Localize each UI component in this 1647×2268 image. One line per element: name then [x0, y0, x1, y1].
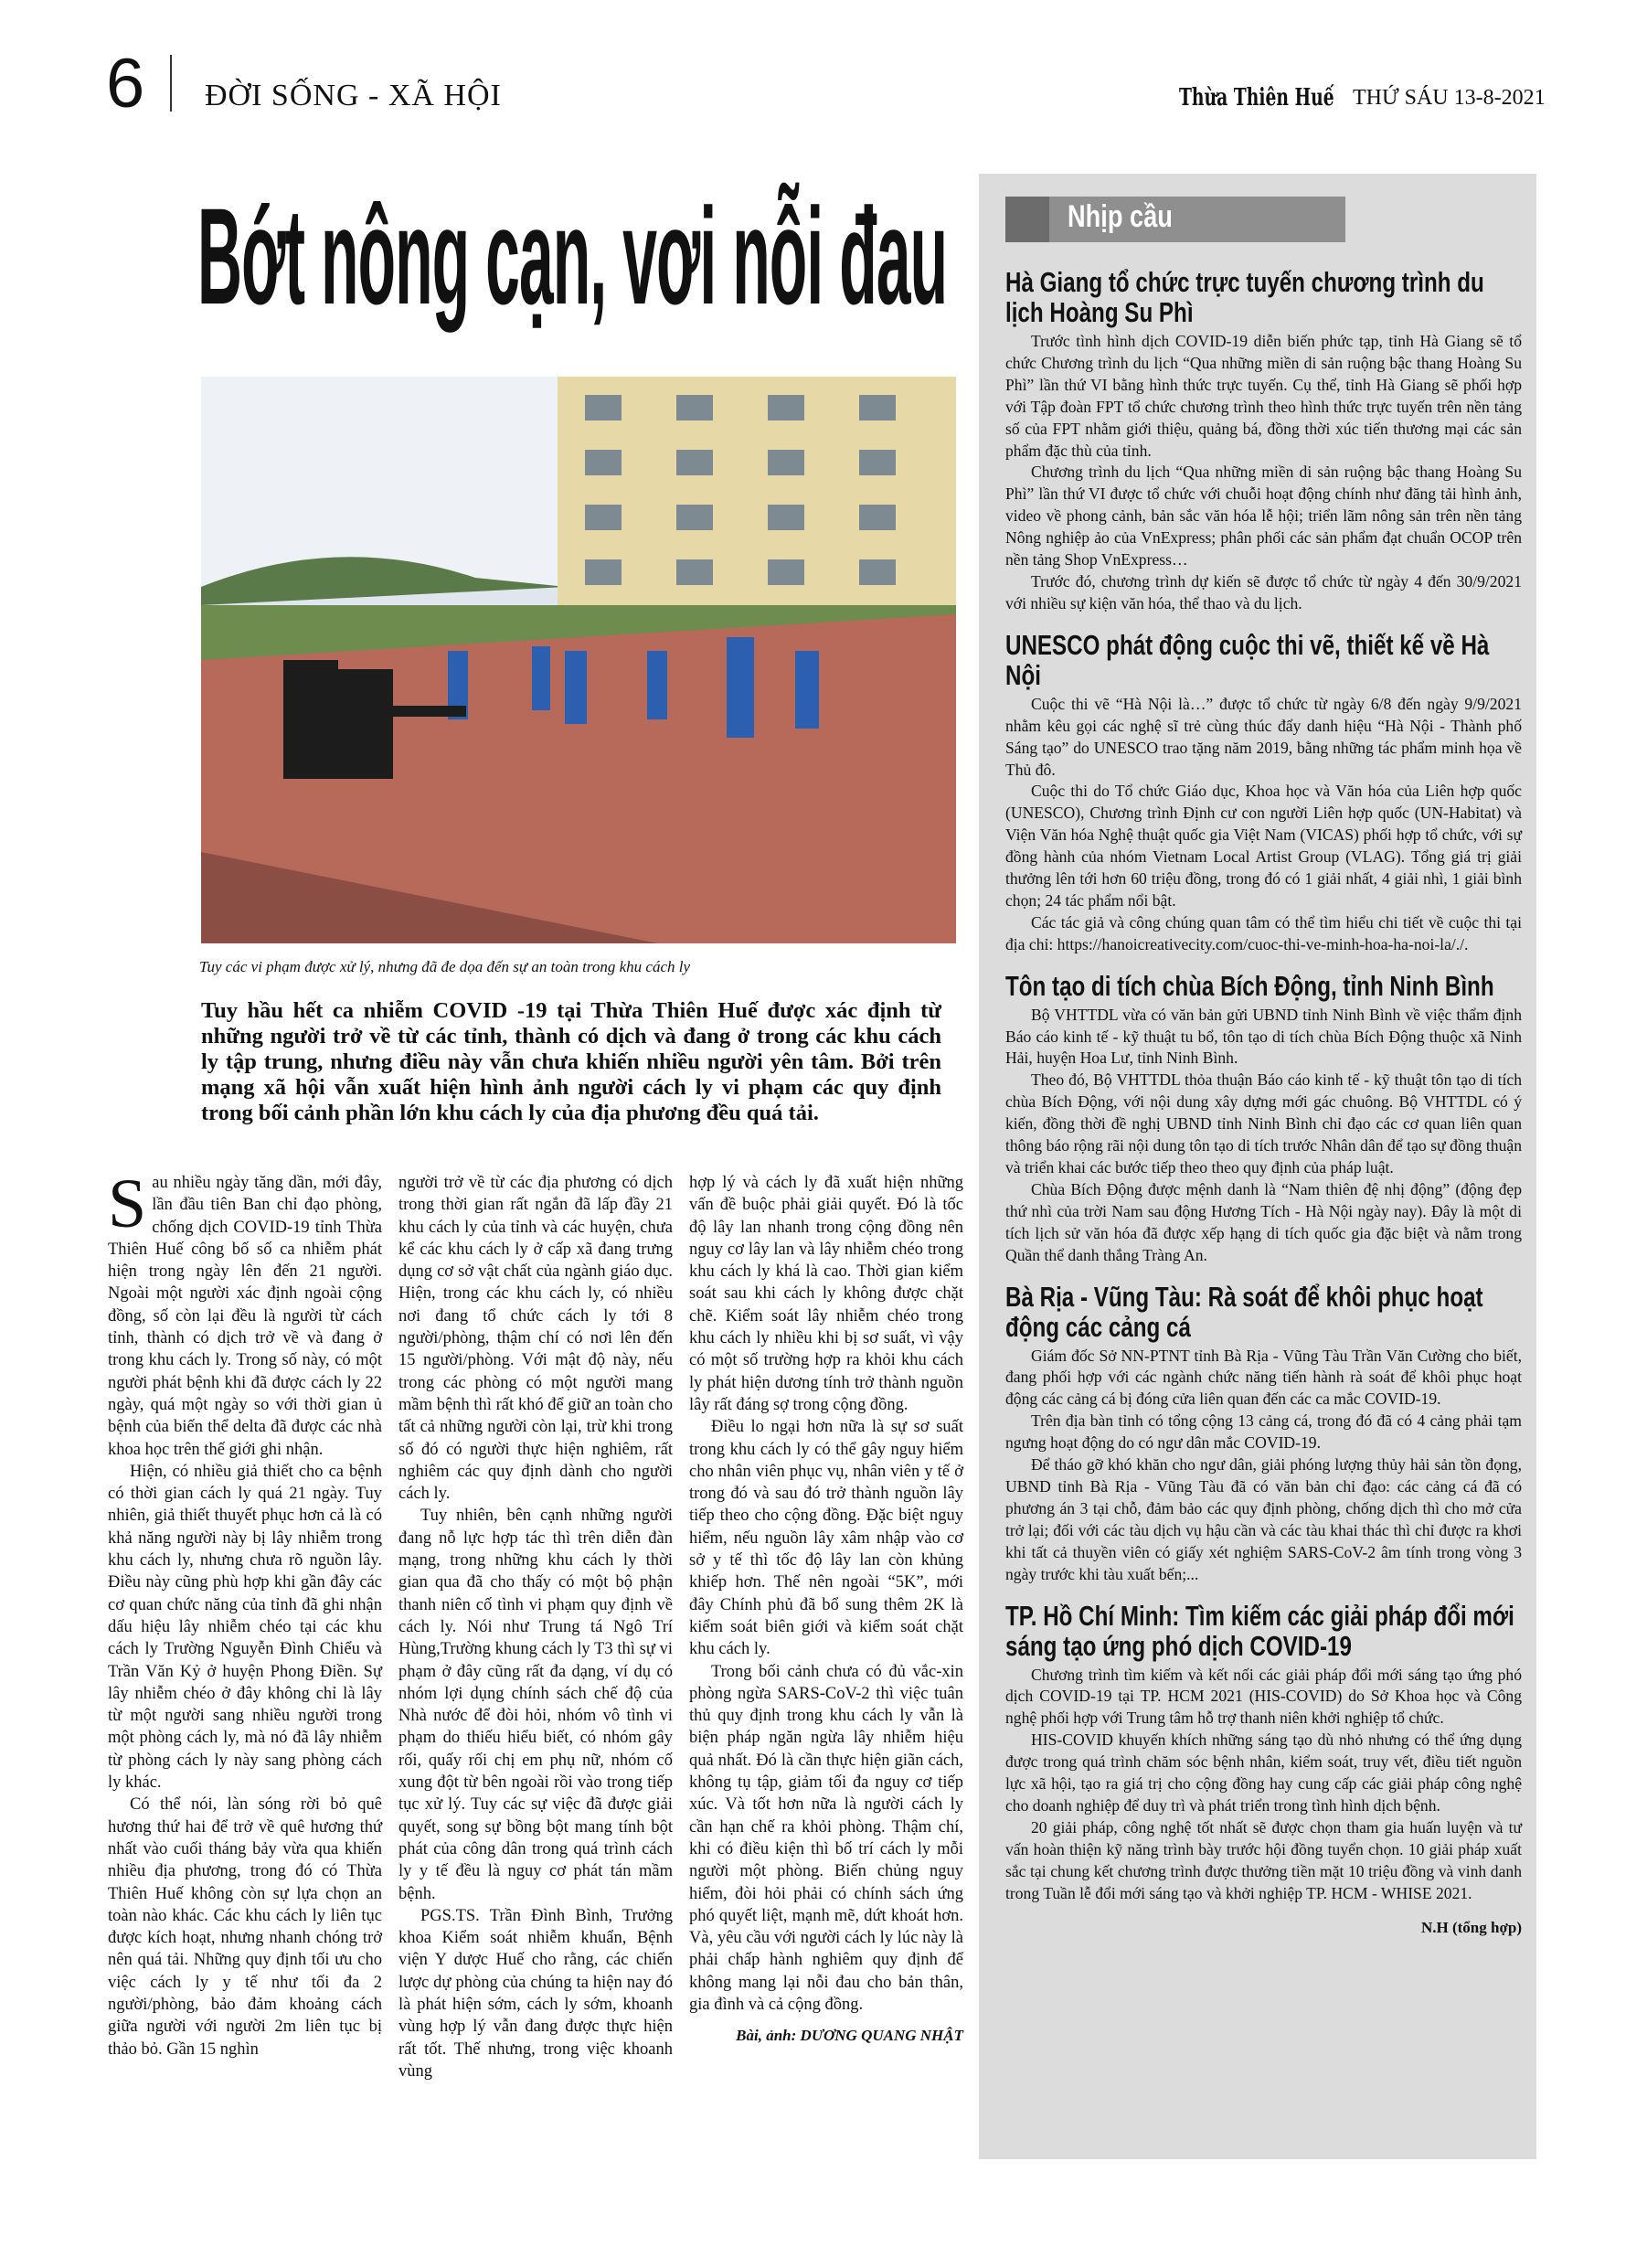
paragraph: Điều lo ngại hơn nữa là sự sơ suất trong khu cách ly có thể gây nguy hiểm cho nhân viên phục vụ, nhân viên y tế ở trong đó và sau đó trở thành nguồn lây tiếp theo cho cộng đồng. Đặc biệt nguy hiểm, nếu nguồn lây xâm nhập vào cơ sở y tế thì tốc độ lây lan còn khủng khiếp hơn. Thế nên ngoài “5K”, mới đây Chính phủ đã bổ sung thêm 2K là kiểm soát biên giới và kiểm soát chặt khu cách ly.	[689, 1418, 963, 1659]
paragraph: Cuộc thi do Tổ chức Giáo dục, Khoa học và Văn hóa của Liên hợp quốc (UNESCO), Chương trình Định cư con người Liên hợp quốc (UN-Habitat) và Viện Văn hóa Nghệ thuật quốc gia Việt Nam (VICAS) phối hợp tổ chức, với sự đồng hành của nhóm Vietnam Local Artist Group (VLAG). Tổng giá trị giải thưởng lên tới hơn 60 triệu đồng, trong đó có 1 giải nhất, 4 giải nhì, 1 giải bình chọn; 24 tác phẩm nổi bật.	[1005, 782, 1522, 910]
sidebar-news-item	[1005, 630, 1522, 956]
news-title: Bà Rịa - Vũng Tàu: Rà soát để khôi phục hoạt động các cảng cá	[1005, 1280, 1483, 1343]
page-number: 6	[106, 45, 145, 122]
news-title: TP. Hồ Chí Minh: Tìm kiếm các giải pháp đổi mới sáng tạo ứng phó dịch COVID-19	[1005, 1599, 1514, 1662]
sidebar-news-item	[1005, 267, 1522, 615]
drop-cap: S	[108, 1166, 147, 1242]
paragraph: Để tháo gỡ khó khăn cho ngư dân, giải phóng lượng thủy hải sản tồn đọng, UBND tỉnh Bà Rịa - Vũng Tàu đã có văn bản chỉ đạo: các cảng cá đã có phương án 3 tại chỗ, đảm bảo các quy định phòng, chống dịch thì cho mở cửa trở lại; đối với các tàu dịch vụ hậu cần và các tàu khai thác thì chỉ được ra khơi khi tất cả thuyền viên có giấy xét nghiệm SARS-CoV-2 âm tính trong vòng 3 ngày trước khi tàu xuất bến;...	[1005, 1455, 1522, 1583]
photo-caption: Tuy các vi phạm được xử lý, nhưng đã đe dọa đến sự an toàn trong khu cách ly	[199, 958, 691, 975]
paragraph: Trước tình hình dịch COVID-19 diễn biến phức tạp, tỉnh Hà Giang sẽ tổ chức Chương trình du lịch “Qua những miền di sản ruộng bậc thang Hoàng Su Phì” lần thứ VI bằng hình thức trực tuyến. Cụ thể, tỉnh Hà Giang sẽ phối hợp với Tập đoàn FPT tổ chức chương trình theo hình thức trực tuyến trên nền tảng số của FPT nhằm giới thiệu, quảng bá, đồng thời xúc tiến thương mại các sản phẩm đặc thù của tỉnh.	[1005, 332, 1522, 460]
news-title: Hà Giang tổ chức trực tuyến chương trình du lịch Hoàng Su Phì	[1005, 266, 1484, 328]
sidebar-items	[1005, 267, 1522, 1937]
article-column-1	[108, 1166, 382, 2060]
paragraph: Cuộc thi vẽ “Hà Nội là…” được tổ chức từ ngày 6/8 đến ngày 9/9/2021 nhằm kêu gọi các nghệ sĩ trẻ cùng thúc đẩy danh hiệu “Hà Nội - Thành phố Sáng tạo” do UNESCO trao tặng năm 2019, bằng những tác phẩm minh họa về Thủ đô.	[1005, 694, 1522, 779]
paper-name: Thừa Thiên Huế	[1179, 84, 1334, 112]
paragraph: Hiện, có nhiều giả thiết cho ca bệnh có thời gian cách ly quá 21 ngày. Tuy nhiên, giả thiết thuyết phục hơn cả là có khả năng người này bị lây nhiễm trong khu cách ly, nhưng chưa rõ nguồn lây. Điều này cũng phù hợp khi gần đây các cơ quan chức năng của tỉnh đã ghi nhận dấu hiệu lây nhiễm chéo tại các khu cách ly Trường Nguyễn Đình Chiểu và Trần Văn Kỷ ở huyện Phong Điền. Sự lây nhiễm chéo ở đây không chỉ là lây từ một người sang nhiều người trong một phòng cách ly, mà nó đã lây nhiễm từ phòng cách ly này sang phòng cách ly khác.	[108, 1462, 382, 1793]
paragraph: Chương trình tìm kiếm và kết nối các giải pháp đổi mới sáng tạo ứng phó dịch COVID-19 tại TP. HCM 2021 (HIS-COVID) do Sở Khoa học và Công nghệ phối hợp với Trung tâm hỗ trợ thanh niên khởi nghiệp tổ chức.	[1005, 1665, 1522, 1728]
article-column-3	[689, 1172, 963, 2048]
paragraph: Chương trình du lịch “Qua những miền di sản ruộng bậc thang Hoàng Su Phì” lần thứ VI được tổ chức với chuỗi hoạt động chính như đăng tải hình ảnh, video về phong cảnh, bản sắc văn hóa lễ hội; triển lãm nông sản trên nền tảng Nông nghiệp ảo của VnExpress; phân phối các sản phẩm đạt chuẩn OCOP trên nền tảng Shop VnExpress…	[1005, 463, 1522, 570]
article-column-2	[398, 1172, 673, 2082]
paragraph: người trở về từ các địa phương có dịch trong thời gian rất ngắn đã lấp đầy 21 khu cách ly của tỉnh và các huyện, chưa kể các khu cách ly ở cấp xã đang trưng dụng cơ sở vật chất của ngành giáo dục. Hiện, trong các khu cách ly, có nhiều nơi đang tổ chức cách ly tới 8 người/phòng, thậm chí có nơi lên đến 15 người/phòng. Với mật độ này, nếu trong các phòng có một người mang mầm bệnh thì rất khó để giữ an toàn cho tất cả những người còn lại, trừ khi trong số đó có người thực hiện nghiêm, rất nghiêm các quy định dành cho người cách ly.	[398, 1174, 673, 1504]
sidebar-signature: N.H (tổng hợp)	[1420, 1919, 1522, 1937]
sidebar-label-accent	[1005, 197, 1049, 242]
sidebar-news-item	[1005, 1282, 1522, 1586]
news-title: Tôn tạo di tích chùa Bích Động, tỉnh Ninh Bình	[1005, 969, 1494, 1002]
sidebar-news-item	[1005, 1601, 1522, 1905]
paragraph: Trên địa bàn tỉnh có tổng cộng 13 cảng cá, trong đó đã có 4 cảng phải tạm ngưng hoạt động do có ngư dân mắc COVID-19.	[1005, 1411, 1522, 1453]
paragraph: Tuy nhiên, bên cạnh những người đang nỗ lực hợp tác thì trên diễn đàn mạng, trong những khu cách ly thời gian qua đã cho thấy có một bộ phận thanh niên cố tình vi phạm quy định về cách ly. Nói như Trung tá Ngô Trí Hùng,Trường khung cách ly T3 thì sự vi phạm ở đây cũng rất đa dạng, ví dụ có nhóm lợi dụng chính sách chế độ của Nhà nước để đòi hỏi, nhóm vô tình vi phạm do thiếu hiểu biết, có nhóm gây rối, quấy rối chị em phụ nữ, nhóm cố xung đột từ bên ngoài rồi vào trong tiếp tục xử lý. Tuy các sự việc đã được giải quyết, song sự bồng bột mang tính bột phát của công dân trong quá trình cách ly y tế đều là nguy cơ phát tán mầm bệnh.	[398, 1507, 673, 1903]
news-title: UNESCO phát động cuộc thi vẽ, thiết kế về Hà Nội	[1005, 628, 1490, 691]
paragraph: Trong bối cảnh chưa có đủ vắc-xin phòng ngừa SARS-CoV-2 thì việc tuân thủ quy định trong khu cách ly vẫn là biện pháp ngăn ngừa lây nhiễm hiệu quả nhất. Đó là cần thực hiện giãn cách, không tụ tập, giảm tối đa nguy cơ tiếp xúc. Và tốt hơn nữa là người cách ly cần hạn chế ra khỏi phòng. Thậm chí, khi có điều kiện thì bố trí cách ly mỗi người một phòng. Biến chủng nguy hiểm, đòi hỏi phải có chính sách ứng phó quyết liệt, mạnh mẽ, dứt khoát hơn. Và, yêu cầu với người cách ly lúc này là phải chấp hành nghiêm quy định để không mang lại nỗi đau cho bản thân, gia đình và cả cộng đồng.	[689, 1662, 963, 2014]
paragraph: HIS-COVID khuyến khích những sáng tạo dù nhỏ nhưng có thể ứng dụng được trong quá trình chăm sóc bệnh nhân, kiểm soát, truy vết, điều tiết nguồn lực xã hội, tạo ra giá trị cho cộng đồng hay cung cấp các giải pháp công nghệ cho doanh nghiệp để duy trì và phát triển trong tình hình dịch bệnh.	[1005, 1730, 1522, 1815]
paragraph: Trước đó, chương trình dự kiến sẽ được tổ chức từ ngày 4 đến 30/9/2021 với nhiều sự kiện văn hóa, thể thao và du lịch.	[1005, 571, 1522, 612]
sidebar-label: Nhịp cầu	[1068, 199, 1173, 234]
paragraph: Bộ VHTTDL vừa có văn bản gửi UBND tỉnh Ninh Bình về việc thẩm định Báo cáo kinh tế - kỹ thuật tu bổ, tôn tạo di tích chùa Bích Động thuộc xã Ninh Hải, huyện Hoa Lư, tỉnh Ninh Bình.	[1005, 1005, 1522, 1068]
paragraph: Giám đốc Sở NN-PTNT tỉnh Bà Rịa - Vũng Tàu Trần Văn Cường cho biết, đang phối hợp với các ngành chức năng tiến hành rà soát để khôi phục hoạt động các cảng cá bị đóng cửa liên quan đến các ca mắc COVID-19.	[1005, 1346, 1522, 1409]
sidebar-label-box	[1005, 197, 1345, 242]
header-divider	[170, 55, 172, 112]
paragraph: 20 giải pháp, công nghệ tốt nhất sẽ được chọn tham gia huấn luyện và tư vấn hoàn thiện kỹ năng trình bày trước hội đồng tuyển chọn. 10 giải pháp xuất sắc tại chung kết chương trình được thưởng tiền mặt 10 triệu đồng và vinh danh trong Tuần lễ đổi mới sáng tạo và khởi nghiệp TP. HCM - WHISE 2021.	[1005, 1817, 1522, 1902]
paragraph: Chùa Bích Động được mệnh danh là “Nam thiên đệ nhị động” (động đẹp thứ nhì của trời Nam sau động Hương Tích - Hà Nội ngày nay). Đây là một di tích lịch sử văn hóa đã được xếp hạng di tích quốc gia đặc biệt và nằm trong Quần thể danh thắng Tràng An.	[1005, 1179, 1522, 1264]
paragraph: Theo đó, Bộ VHTTDL thỏa thuận Báo cáo kinh tế - kỹ thuật tôn tạo di tích chùa Bích Động, với nội dung xây dựng mới gác chuông. Bộ VHTTDL có ý kiến, đồng thời đề nghị UBND tỉnh Ninh Bình chỉ đạo các cơ quan liên quan thông báo rộng rãi nội dung tôn tạo di tích trước Nhân dân để tạo sự đồng thuận và triển khai các bước tiếp theo theo quy định của pháp luật.	[1005, 1070, 1522, 1177]
paragraph: hợp lý và cách ly đã xuất hiện những vấn đề buộc phải giải quyết. Đó là tốc độ lây lan nhanh trong cộng đồng nên nguy cơ lây lan và lây nhiễm chéo trong khu cách ly khá là cao. Thời gian kiểm soát sau khi cách ly không được chặt chẽ. Kiểm soát lây nhiễm chéo trong khu cách ly nhiều khi bị sơ suất, vì vậy có một số trường hợp ra khỏi khu cách ly phát hiện dương tính trở thành nguồn lây rất đáng sợ trong cộng đồng.	[689, 1174, 963, 1414]
article-headline: Bớt nông cạn, vơi nỗi đau	[197, 179, 948, 333]
sidebar-news-item	[1005, 971, 1522, 1267]
article-lead: Tuy hầu hết ca nhiễm COVID -19 tại Thừa Thiên Huế được xác định từ những người trở về từ các tỉnh, thành có dịch và đang ở trong các khu cách ly tập trung, nhưng điều này vẫn chưa khiến nhiều người yên tâm. Bởi trên mạng xã hội vẫn xuất hiện hình ảnh người cách ly vi phạm các quy định trong bối cảnh phần lớn khu cách ly của địa phương đều quá tải.	[201, 998, 941, 1125]
paragraph: PGS.TS. Trần Đình Bình, Trưởng khoa Kiểm soát nhiễm khuẩn, Bệnh viện Y dược Huế cho rằng, các chiến lược dự phòng của chúng ta hiện nay đó là phát hiện sớm, cách ly sớm, khoanh vùng hợp lý vẫn đang được thực hiện rất tốt. Thế nhưng, trong việc khoanh vùng	[398, 1906, 673, 2081]
paragraph: Có thể nói, làn sóng rời bỏ quê hương thứ hai để trở về quê hương thứ nhất vào cuối tháng bảy vừa qua khiến nhiều địa phương, trong đó có Thừa Thiên Huế không còn sự lựa chọn an toàn nào khác. Các khu cách ly liên tục được kích hoạt, nhưng nhanh chóng trở nên quá tải. Những quy định tối ưu cho việc cách ly y tế như tối đa 2 người/phòng, bảo đảm khoảng cách giữa người với người 2m liên tục bị thảo bỏ. Gần 15 nghìn	[108, 1795, 382, 2059]
paragraph: au nhiều ngày tăng dần, mới đây, lần đầu tiên Ban chỉ đạo phòng, chống dịch COVID-19 tỉnh Thừa Thiên Huế công bố số ca nhiễm phát hiện trong ngày lên đến 21 người. Ngoài một người xác định ngoài cộng đồng, số còn lại đều là người từ cách tỉnh, thành có dịch trở về và đang ở trong khu cách ly. Trong số này, có một người phát bệnh khi đã được cách ly 22 ngày, quá một ngày so với thời gian ủ bệnh của biến thể delta đã được các nhà khoa học trên thế giới ghi nhận.	[108, 1174, 382, 1459]
section-title: ĐỜI SỐNG - XÃ HỘI	[205, 79, 502, 112]
paragraph: Các tác giả và công chúng quan tâm có thể tìm hiểu chi tiết về cuộc thi tại địa chỉ: https://hanoicreativecity.com/cuoc-thi-ve-minh-hoa-ha-noi-la/./.	[1005, 912, 1522, 953]
byline: Bài, ảnh: DƯƠNG QUANG NHẬT	[736, 2027, 963, 2045]
issue-date: THỨ SÁU 13-8-2021	[1353, 86, 1546, 110]
article-photo	[201, 377, 956, 943]
